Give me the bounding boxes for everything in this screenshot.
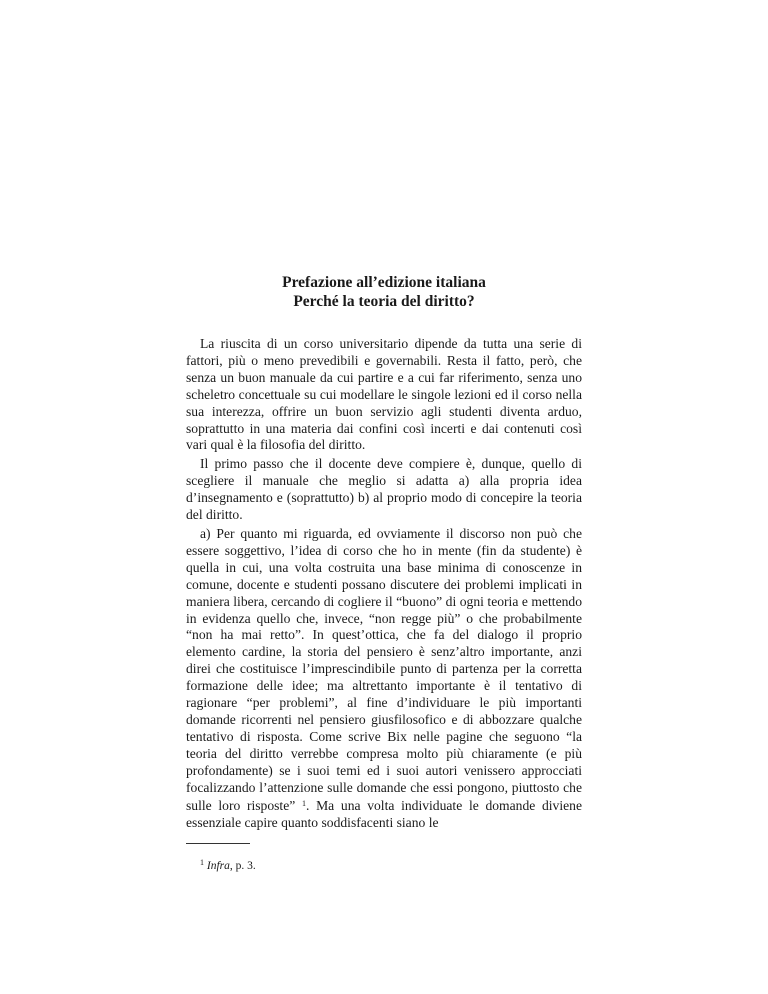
footnote-text: , p. 3. xyxy=(229,860,256,873)
document-page xyxy=(186,273,582,873)
body-text xyxy=(186,336,582,832)
paragraph-2: Il primo passo che il docente deve compiere è, dunque, quello di scegliere il manuale che meglio si adatta a) alla propria idea d’insegnamento e (soprattutto) b) al proprio modo di concepire la teoria del diritto. xyxy=(186,456,582,523)
paragraph-3-text: a) Per quanto mi riguarda, ed ovviamente il discorso non può che essere soggettivo, l’idea di corso che ho in mente (fin da studente) è quella in cui, una volta costruita una base minima di conoscenze in comune, docente e studenti possano discutere dei problemi implicati in maniera libera, cercando di cogliere il “buono” di ogni teoria e mettendo in evidenza quello che, invece, “non regge più” o che probabilmente “non ha mai retto”. In quest’ottica, che fa del dialogo il proprio elemento cardine, la storia del pensiero è senz’altro importante, anzi direi che costituisce l’imprescindibile punto di partenza per la corretta formazione delle idee; ma altrettanto importante è il tentativo di ragionare “per problemi”, al fine d’individuare le più importanti domande ricorrenti nel pensiero giusfilosofico e di abbozzare qualche tentativo di risposta. Come scrive Bix nelle pagine che seguono “la teoria del diritto verrebbe compresa molto più chiaramente (e più profondamente) se i suoi temi ed i suoi autori venissero approcciati focalizzando l’attenzione sulle domande che essi pongono, piuttosto che sulle loro risposte” xyxy=(186,525,582,814)
title-line-2: Perché la teoria del diritto? xyxy=(293,293,475,310)
paragraph-1: La riuscita di un corso universitario dipende da tutta una serie di fattori, più o meno prevedibili e governabili. Resta il fatto, però, che senza un buon manuale da cui partire e a cui far riferimento, senza uno scheletro concettuale su cui modellare le singole lezioni ed il corso nella sua interezza, offrire un buon servizio agli studenti diventa arduo, soprattutto in una materia dai confini così incerti e dai contenuti così vari qual è la filosofia del diritto. xyxy=(186,336,582,453)
title-line-1: Prefazione all’edizione italiana xyxy=(282,274,486,291)
page-title xyxy=(186,273,582,311)
footnote xyxy=(186,856,582,873)
footnote-ref: Infra xyxy=(206,860,230,873)
paragraph-3-tail: . Ma una volta individuate le domande diviene essenziale capire quanto soddisfacenti siano le xyxy=(186,798,582,831)
paragraph-3 xyxy=(186,526,582,832)
footnote-divider xyxy=(186,843,250,844)
footnote-number: 1 xyxy=(200,858,204,868)
footnote-reference[interactable]: 1 xyxy=(301,799,306,809)
